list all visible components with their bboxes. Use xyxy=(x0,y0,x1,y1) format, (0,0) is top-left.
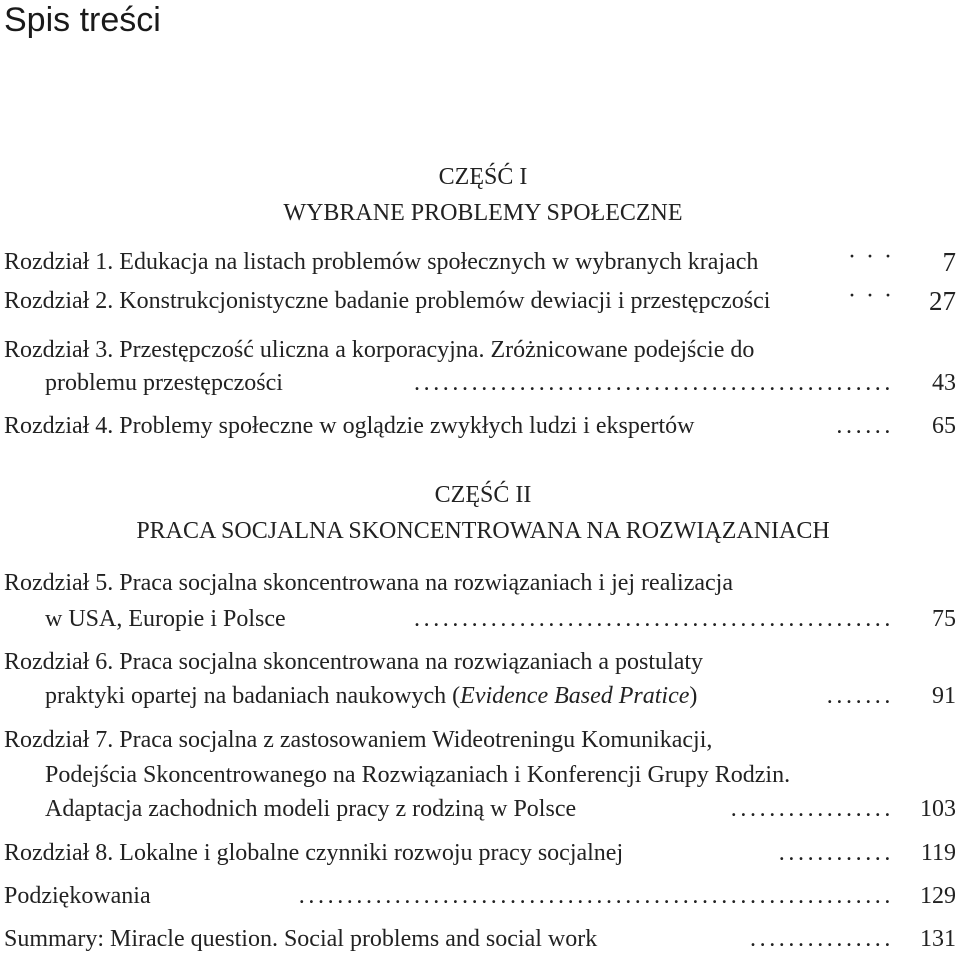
dot-leader: · · · xyxy=(848,244,894,270)
toc-entry-title-continued: Adaptacja zachodnich modeli pracy z rodziną w Polsce xyxy=(45,796,577,822)
dot-leader: .................................................. xyxy=(414,370,894,396)
toc-entry-summary[interactable] xyxy=(4,922,956,956)
toc-entry-title-continued: w USA, Europie i Polsce xyxy=(45,606,286,632)
dot-leader: .............................................................. xyxy=(298,883,894,909)
toc-entry-title-continued: problemu przestępczości xyxy=(45,370,283,396)
toc-entry-chapter-3-continued[interactable] xyxy=(45,366,956,400)
toc-page-number: 119 xyxy=(920,840,956,866)
toc-entry-chapter-2[interactable] xyxy=(4,284,956,318)
page-title: Spis treści xyxy=(4,1,161,39)
toc-entry-title: Rozdział 4. Problemy społeczne w oglądzie zwykłych ludzi i ekspertów xyxy=(4,413,695,439)
toc-entry-chapter-8[interactable] xyxy=(4,836,956,870)
part-2-title: PRACA SOCJALNA SKONCENTROWANA NA ROZWIĄZANIACH xyxy=(136,518,830,544)
toc-entry-title: Rozdział 1. Edukacja na listach problemów społecznych w wybranych krajach xyxy=(4,249,759,275)
toc-entry-chapter-6-continued[interactable] xyxy=(45,679,956,713)
toc-entry-title: Podziękowania xyxy=(4,883,151,909)
toc-page-number: 75 xyxy=(932,606,956,632)
toc-page-number: 7 xyxy=(942,247,956,277)
toc-entry-acknowledgements[interactable] xyxy=(4,879,956,913)
toc-entry-title-continued: Podejścia Skoncentrowanego na Rozwiązaniach i Konferencji Grupy Rodzin. xyxy=(45,762,791,788)
part-1-label: CZĘŚĆ I xyxy=(438,164,528,190)
toc-entry-chapter-6[interactable] xyxy=(4,645,956,679)
toc-entry-chapter-7-continued[interactable] xyxy=(45,758,956,792)
dot-leader: ...... xyxy=(836,413,894,439)
toc-page-number: 65 xyxy=(932,413,956,439)
toc-entry-title: Rozdział 6. Praca socjalna skoncentrowana na rozwiązaniach a postulaty xyxy=(4,649,704,675)
dot-leader: ................. xyxy=(730,796,894,822)
dot-leader: ....... xyxy=(826,683,894,709)
part-1-title: WYBRANE PROBLEMY SPOŁECZNE xyxy=(283,200,683,226)
toc-entry-chapter-7-continued-2[interactable] xyxy=(45,792,956,826)
toc-entry-title-continued: praktyki opartej na badaniach naukowych (Evidence Based Pratice) xyxy=(45,683,698,709)
dot-leader: .................................................. xyxy=(414,606,894,632)
dot-leader: ............... xyxy=(750,926,894,952)
toc-entry-chapter-5-continued[interactable] xyxy=(45,602,956,636)
toc-entry-title: Rozdział 3. Przestępczość uliczna a korporacyjna. Zróżnicowane podejście do xyxy=(4,337,755,363)
toc-entry-title: Rozdział 2. Konstrukcjonistyczne badanie problemów dewiacji i przestępczości xyxy=(4,288,771,314)
toc-entry-title: Rozdział 7. Praca socjalna z zastosowaniem Wideotreningu Komunikacji, xyxy=(4,727,713,753)
toc-page-number: 27 xyxy=(929,286,956,316)
dot-leader: · · · xyxy=(848,283,894,309)
toc-page-number: 129 xyxy=(920,883,956,909)
toc-entry-title: Summary: Miracle question. Social problems and social work xyxy=(4,926,598,952)
toc-page-number: 131 xyxy=(920,926,956,952)
toc-entry-chapter-4[interactable] xyxy=(4,409,956,443)
toc-entry-title: Rozdział 8. Lokalne i globalne czynniki rozwoju pracy socjalnej xyxy=(4,840,624,866)
toc-entry-chapter-3[interactable] xyxy=(4,333,956,367)
toc-page-number: 91 xyxy=(932,683,956,709)
toc-entry-chapter-7[interactable] xyxy=(4,723,956,757)
toc-entry-title: Rozdział 5. Praca socjalna skoncentrowana na rozwiązaniach i jej realizacja xyxy=(4,570,733,596)
toc-page-number: 43 xyxy=(932,370,956,396)
toc-entry-chapter-5[interactable] xyxy=(4,566,956,600)
toc-page-number: 103 xyxy=(920,796,956,822)
toc-entry-chapter-1[interactable] xyxy=(4,245,956,279)
dot-leader: ............ xyxy=(778,840,894,866)
part-2-label: CZĘŚĆ II xyxy=(434,482,532,508)
